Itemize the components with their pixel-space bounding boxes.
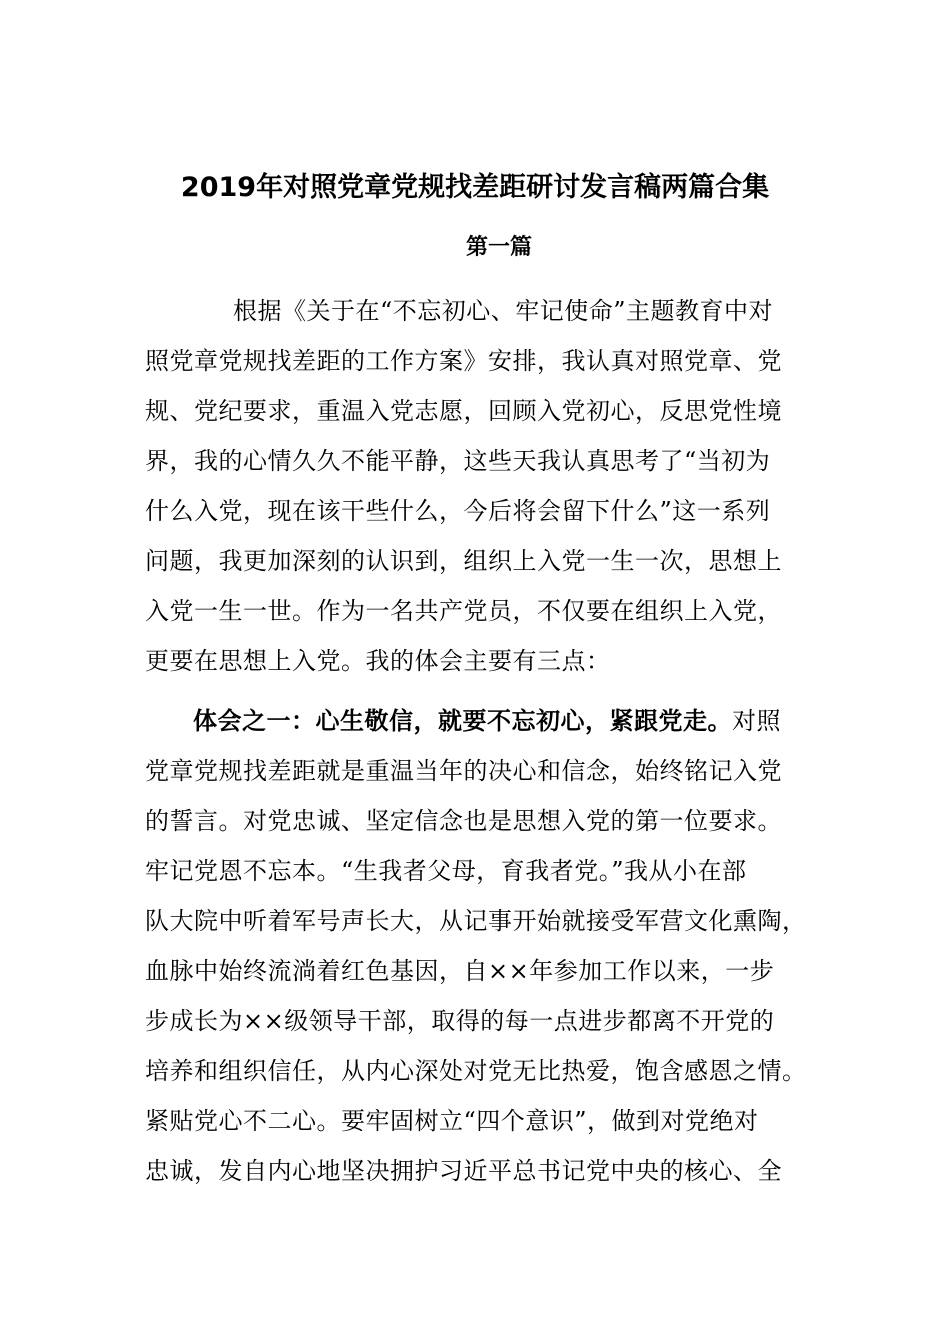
paragraph-2	[145, 696, 805, 1196]
section-heading	[0, 230, 950, 266]
paragraph-line: 培养和组织信任，从内心深处对党无比热爱，饱含感恩之情。	[145, 1057, 807, 1085]
paragraph-line: 什么入党，现在该干些什么，今后将会留下什么”这一系列	[145, 497, 771, 525]
paragraph-line: 问题，我更加深刻的认识到，组织上入党一生一次，思想上	[145, 547, 782, 575]
paragraph-line: 步成长为××级领导干部，取得的每一点进步都离不开党的	[145, 1007, 775, 1035]
paragraph-line: 根据《关于在“不忘初心、牢记使命”主题教育中对	[233, 297, 774, 325]
paragraph-line: 牢记党恩不忘本。“生我者父母，育我者党。”我从小在部	[145, 857, 747, 885]
paragraph-line: 紧贴党心不二心。要牢固树立“四个意识”，做到对党绝对	[145, 1107, 759, 1135]
paragraph-line: 党章党规找差距就是重温当年的决心和信念，始终铭记入党	[145, 757, 782, 785]
paragraph-line: 队大院中听着军号声长大，从记事开始就接受军营文化熏陶，	[145, 907, 807, 935]
document-title: 2019年对照党章党规找差距研讨发言稿两篇合集	[180, 172, 770, 203]
paragraph-line: 规、党纪要求，重温入党志愿，回顾入党初心，反思党性境	[145, 397, 782, 425]
paragraph-line: 界，我的心情久久不能平静，这些天我认真思考了“当初为	[145, 447, 771, 475]
paragraph-first-line	[145, 696, 805, 746]
section-heading-text: 第一篇	[465, 235, 532, 260]
paragraph-bold-lead: 体会之一：心生敬信，就要不忘初心，紧跟党走。	[193, 707, 732, 735]
paragraph-line: 忠诚，发自内心地坚决拥护习近平总书记党中央的核心、全	[145, 1157, 782, 1185]
paragraph-line: 的誓言。对党忠诚、坚定信念也是思想入党的第一位要求。	[145, 807, 782, 835]
paragraph-line: 更要在思想上入党。我的体会主要有三点：	[145, 647, 611, 675]
paragraph-line: 照党章党规找差距的工作方案》安排，我认真对照党章、党	[145, 347, 782, 375]
paragraph-line: 血脉中始终流淌着红色基因，自××年参加工作以来，一步	[145, 957, 775, 985]
paragraph-line: 入党一生一世。作为一名共产党员，不仅要在组织上入党，	[145, 597, 782, 625]
paragraph-1	[145, 286, 805, 686]
paragraph-lead-rest: 对照	[732, 707, 781, 735]
